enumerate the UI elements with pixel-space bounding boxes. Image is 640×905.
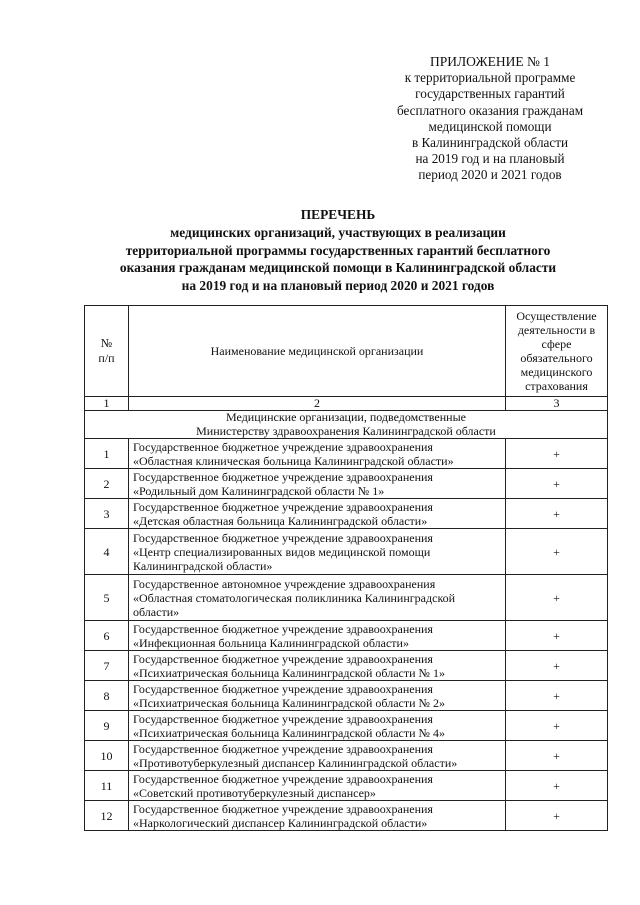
organization-name-line: Государственное бюджетное учреждение здравоохранения: [133, 801, 433, 816]
title-line: территориальной программы государственных гарантий бесплатного: [125, 242, 551, 258]
row-number: 6: [85, 621, 129, 651]
organizations-table: [84, 305, 608, 831]
organization-name-line: «Психиатрическая больница Калининградской области № 1»: [133, 665, 445, 680]
column-number: 2: [129, 397, 506, 411]
oms-participation-mark: +: [506, 575, 608, 621]
appendix-line: к территориальной программе: [404, 70, 576, 86]
table-row: [85, 621, 608, 651]
title-heading: ПЕРЕЧЕНЬ: [300, 207, 376, 222]
organization-name-line: «Наркологический диспансер Калининградской области»: [133, 815, 428, 830]
row-number: 5: [85, 575, 129, 621]
row-number: 11: [85, 771, 129, 801]
table-row: [85, 771, 608, 801]
organization-name-line: «Родильный дом Калининградской области № 1»: [133, 483, 385, 498]
organization-name-line: «Центр специализированных видов медицинской помощи: [133, 544, 431, 559]
organization-name-line: Государственное бюджетное учреждение здравоохранения: [133, 681, 433, 696]
organization-name-line: «Советский противотуберкулезный диспансер»: [133, 785, 376, 800]
organization-name: [129, 469, 506, 499]
oms-participation-mark: +: [506, 711, 608, 741]
oms-participation-mark: +: [506, 771, 608, 801]
oms-participation-mark: +: [506, 529, 608, 575]
title-line: на 2019 год и на плановый период 2020 и 2021 годов: [181, 278, 495, 294]
column-numbers-row: [85, 397, 608, 411]
header-number-label: п/п: [98, 351, 115, 365]
organization-name: [129, 711, 506, 741]
column-number: 1: [85, 397, 129, 411]
oms-participation-mark: +: [506, 741, 608, 771]
oms-participation-mark: +: [506, 621, 608, 651]
table-row: [85, 651, 608, 681]
organization-name: [129, 771, 506, 801]
organization-name-line: Государственное бюджетное учреждение здравоохранения: [133, 711, 433, 726]
organization-name-line: Государственное бюджетное учреждение здравоохранения: [133, 741, 433, 756]
column-number: 3: [506, 397, 608, 411]
organization-name-line: «Областная стоматологическая поликлиника Калининградской: [133, 590, 456, 605]
organization-name: [129, 499, 506, 529]
appendix-line: государственных гарантий: [415, 86, 565, 102]
table-row: [85, 575, 608, 621]
organization-name-line: Государственное бюджетное учреждение здравоохранения: [133, 530, 433, 545]
organization-name-line: Государственное бюджетное учреждение здравоохранения: [133, 439, 433, 454]
organization-name-line: Государственное бюджетное учреждение здравоохранения: [133, 621, 433, 636]
table-row: [85, 711, 608, 741]
organization-name-line: «Противотуберкулезный диспансер Калининградской области»: [133, 755, 458, 770]
organization-name: [129, 651, 506, 681]
appendix-line: период 2020 и 2021 годов: [418, 167, 562, 183]
table-row: [85, 801, 608, 831]
organization-name: [129, 439, 506, 469]
header-number: [85, 306, 129, 397]
organization-name-line: Государственное автономное учреждение здравоохранения: [133, 576, 436, 591]
oms-participation-mark: +: [506, 681, 608, 711]
organization-name: [129, 801, 506, 831]
row-number: 10: [85, 741, 129, 771]
table-row: [85, 741, 608, 771]
organization-name: [129, 575, 506, 621]
table-row: [85, 439, 608, 469]
table-row: [85, 681, 608, 711]
appendix-line: бесплатного оказания гражданам: [396, 102, 584, 118]
organization-name-line: «Психиатрическая больница Калининградской области № 4»: [133, 725, 445, 740]
organization-name-line: Государственное бюджетное учреждение здравоохранения: [133, 499, 433, 514]
table-header-row: [85, 306, 608, 397]
row-number: 12: [85, 801, 129, 831]
organization-name-line: «Областная клиническая больница Калининградской области»: [133, 453, 454, 468]
header-name: Наименование медицинской организации: [129, 306, 506, 397]
row-number: 3: [85, 499, 129, 529]
organization-name-line: Государственное бюджетное учреждение здравоохранения: [133, 771, 433, 786]
appendix-title: ПРИЛОЖЕНИЕ № 1: [429, 54, 551, 69]
organization-name-line: «Психиатрическая больница Калининградской области № 2»: [133, 695, 445, 710]
appendix-line: медицинской помощи: [428, 118, 552, 134]
organization-name-line: «Детская областная больница Калининградской области»: [133, 513, 428, 528]
title-line: медицинских организаций, участвующих в реализации: [170, 224, 506, 240]
oms-participation-mark: +: [506, 439, 608, 469]
row-number: 4: [85, 529, 129, 575]
organization-name-line: «Инфекционная больница Калининградской области»: [133, 635, 409, 650]
row-number: 7: [85, 651, 129, 681]
organization-name-line: Государственное бюджетное учреждение здравоохранения: [133, 469, 433, 484]
group-line: Медицинские организации, подведомственные: [226, 410, 466, 424]
title-line: оказания гражданам медицинской помощи в Калининградской области: [119, 260, 557, 276]
table-row: [85, 469, 608, 499]
row-number: 2: [85, 469, 129, 499]
organization-name: [129, 529, 506, 575]
table-row: [85, 499, 608, 529]
group-heading: [85, 411, 608, 439]
row-number: 1: [85, 439, 129, 469]
appendix-line: на 2019 год и на плановый: [415, 151, 565, 167]
organization-name: [129, 621, 506, 651]
table-row: [85, 529, 608, 575]
group-row: [85, 411, 608, 439]
group-line: Министерству здравоохранения Калининградской области: [196, 423, 496, 438]
oms-participation-mark: +: [506, 801, 608, 831]
document-title: [88, 206, 588, 295]
organization-name: [129, 681, 506, 711]
header-oms: Осуществление деятельности в сфере обязательного медицинского страхования: [506, 306, 608, 397]
oms-participation-mark: +: [506, 469, 608, 499]
table-body: [85, 439, 608, 831]
organization-name-line: области»: [133, 604, 180, 619]
oms-participation-mark: +: [506, 651, 608, 681]
row-number: 8: [85, 681, 129, 711]
organization-name-line: Государственное бюджетное учреждение здравоохранения: [133, 651, 433, 666]
oms-participation-mark: +: [506, 499, 608, 529]
organization-name: [129, 741, 506, 771]
row-number: 9: [85, 711, 129, 741]
appendix-block: [380, 54, 600, 184]
appendix-line: в Калининградской области: [411, 135, 569, 151]
organization-name-line: Калининградской области»: [133, 558, 273, 573]
header-number-sign: №: [100, 336, 113, 350]
